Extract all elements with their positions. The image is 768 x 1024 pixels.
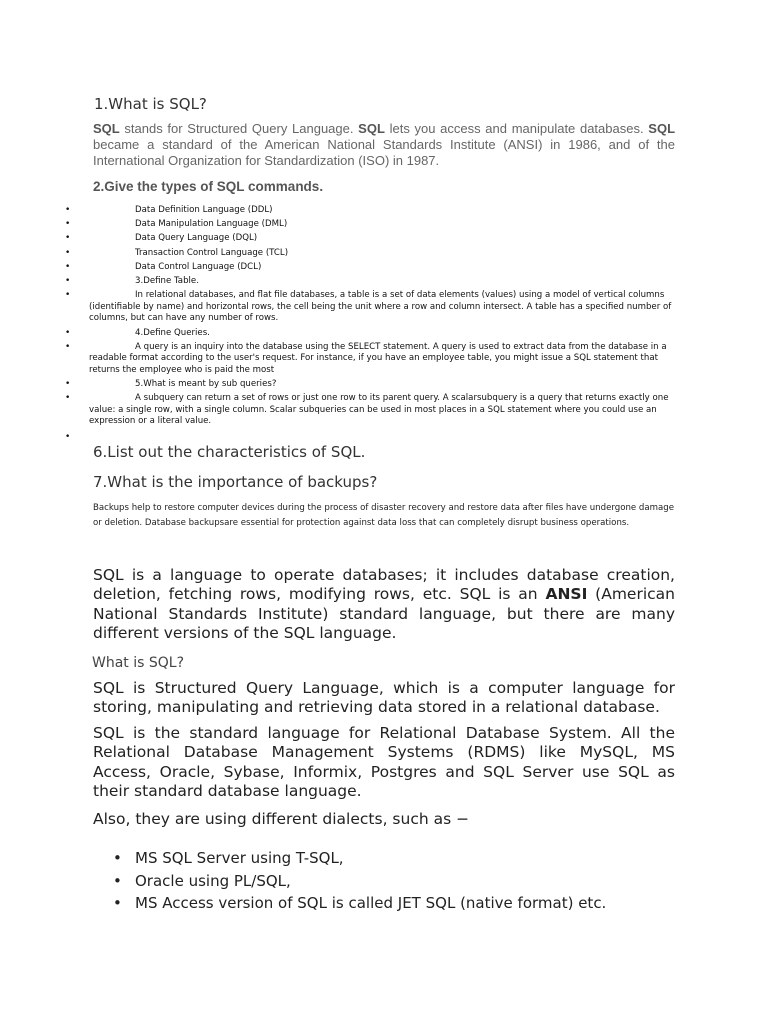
- question-1-heading: 1.What is SQL?: [94, 95, 207, 113]
- list-item: • MS SQL Server using T-SQL,: [93, 847, 606, 870]
- list-item-empty: [60, 432, 680, 444]
- dialects-list: [93, 847, 606, 915]
- list-item: • Oracle using PL/SQL,: [93, 870, 606, 893]
- command-list: [60, 205, 680, 446]
- list-item: • A subquery can return a set of rows or just one row to its parent query. A scalarsubquery is a query that returns exactly one value: a single row, with a single column. Scalar subqueries can be used in most places in a SQL statement where you could use an expression or a literal value.: [60, 393, 680, 428]
- paragraph-text: became a standard of the American National Standards Institute (ANSI) in 1986, and of the International Organization for Standardization (ISO) in 1987.: [93, 137, 675, 168]
- sql-bold-term: SQL: [93, 121, 120, 136]
- question-6-heading: 6.List out the characteristics of SQL.: [93, 443, 366, 461]
- ansi-bold-term: ANSI: [545, 585, 588, 604]
- sql-bold-term: SQL: [648, 121, 676, 136]
- backup-answer: Backups help to restore computer devices during the process of disaster recovery and restore data after files have undergone damage or deletion. Database backupsare essential for protection against data loss that can completely disrupt business operations.: [93, 503, 675, 528]
- standard-paragraph: SQL is the standard language for Relational Database System. All the Relational Database Management Systems (RDMS) like MySQL, MS Access, Oracle, Sybase, Informix, Postgres and SQL Server use SQL as their standard database language.: [93, 724, 675, 800]
- list-item: • MS Access version of SQL is called JET SQL (native format) etc.: [93, 892, 606, 915]
- paragraph-text: lets you access and manipulate databases.: [384, 121, 649, 136]
- list-item: • Transaction Control Language (TCL): [60, 248, 680, 260]
- paragraph-text: stands for Structured Query Language.: [119, 121, 359, 136]
- list-item: • Data Control Language (DCL): [60, 262, 680, 274]
- sql-definition-paragraph: [93, 121, 675, 169]
- list-item: • A query is an inquiry into the database using the SELECT statement. A query is used to extract data from the database in a readable format according to the user's request. For instance, if you have an employee table, you might issue a SQL statement that returns the employee who is paid the most: [60, 342, 680, 377]
- intro-paragraph: SQL is a language to operate databases; it includes database creation, deletion, fetching rows, modifying rows, etc. SQL is an ANSI (American National Standards Institute) standard language, but there are many different versions of the SQL language.: [93, 566, 675, 642]
- list-item: • Data Query Language (DQL): [60, 233, 680, 245]
- list-item: • Data Manipulation Language (DML): [60, 219, 680, 231]
- dialects-intro: Also, they are using different dialects, such as −: [93, 810, 470, 828]
- sql-bold-term: SQL: [358, 121, 385, 136]
- question-2-heading: 2.Give the types of SQL commands.: [93, 179, 324, 194]
- question-7-heading: 7.What is the importance of backups?: [93, 473, 378, 491]
- list-item: • Data Definition Language (DDL): [60, 205, 680, 217]
- list-item: • 3.Define Table.: [60, 276, 680, 288]
- what-is-sql-heading: What is SQL?: [92, 655, 185, 671]
- list-item: • In relational databases, and flat file databases, a table is a set of data elements (values) using a model of vertical columns (identifiable by name) and horizontal rows, the cell being the unit where a row and column intersect. A table has a specified number of columns, but can have any number of rows.: [60, 290, 680, 325]
- list-item: • 4.Define Queries.: [60, 328, 680, 340]
- list-item: • 5.What is meant by sub queries?: [60, 379, 680, 391]
- definition-paragraph: SQL is Structured Query Language, which is a computer language for storing, manipulating and retrieving data stored in a relational database.: [93, 679, 675, 717]
